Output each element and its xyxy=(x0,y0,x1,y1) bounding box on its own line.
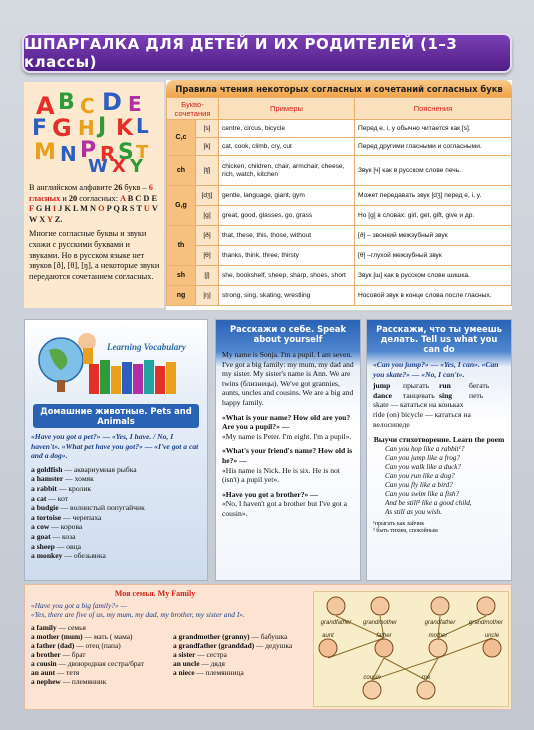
verb-english: sing xyxy=(439,390,453,400)
list-item: a sister — сестра xyxy=(173,650,227,659)
word-russian: коза xyxy=(62,531,76,541)
footnote: ² быть тихим, спокойным xyxy=(373,527,438,534)
answer: «No, I haven't got a brother but I've got a cousin». xyxy=(222,499,348,518)
list-item: a nephew — племянник xyxy=(31,677,107,686)
row-note: Звук [ш] как в русском слове шишка. xyxy=(355,266,512,286)
learning-vocabulary-badge: Learning Vocabulary xyxy=(107,342,186,352)
family-dialog-2: «Yes, there are five of us, my mum, my dad, my brother, my sister and I». xyxy=(31,610,245,619)
row-letters: sh xyxy=(167,266,196,286)
word-english: an uncle xyxy=(173,659,200,668)
family-panel xyxy=(24,584,512,710)
list-item: a niece — племянница xyxy=(173,668,244,677)
person-face-icon xyxy=(363,681,381,699)
table-row xyxy=(167,156,512,186)
family-title: Моя семья. My Family xyxy=(114,589,196,598)
reading-rules-table xyxy=(166,97,512,306)
row-letters: th xyxy=(167,226,196,266)
word-russian: дядя xyxy=(210,659,225,668)
row-sound: [θ] xyxy=(196,246,219,266)
book-red-2 xyxy=(155,366,165,394)
row-note: Перед e, i, y обычно читается как [s]. xyxy=(355,120,512,138)
question: «What's your friend's name? How old is he?» — xyxy=(222,446,353,465)
word-russian: волнистый попугайчик xyxy=(70,503,145,513)
row-letters: G,g xyxy=(167,186,196,226)
tree-label: aunt xyxy=(322,633,334,639)
word-english: a hamster xyxy=(31,474,64,484)
tree-link xyxy=(384,658,426,680)
word-english: a tortoise xyxy=(31,512,62,522)
family-tree-illustration xyxy=(313,591,509,707)
list-item: a grandfather (granddad) — дедушка xyxy=(173,641,293,650)
word-russian: обезьянка xyxy=(73,551,106,561)
about-panel xyxy=(215,319,361,581)
row-examples: great, good, glasses, go, grass xyxy=(219,206,355,226)
poem-line: Can you walk like a duck? xyxy=(385,462,462,471)
person-face-icon xyxy=(431,597,449,615)
book-red xyxy=(89,364,99,394)
word-russian: мать ( мама) xyxy=(93,632,133,641)
list-item: a budgie — волнистый попугайчик xyxy=(31,503,145,513)
word-english: a grandmother (granny) xyxy=(173,632,250,641)
cando-body xyxy=(367,360,511,535)
alphabet-intro-p2: Многие согласные буквы и звуки схожи с русскими буквами и звуками. Но в русском языке нет звуков [ð], [θ], [ŋ], а некоторые звуки передаются сочетанием согласных. xyxy=(29,229,160,281)
cando-verb-list xyxy=(373,381,505,429)
word-russian: племянница xyxy=(205,668,244,677)
list-item: a family — семья xyxy=(31,623,86,632)
word-russian: корова xyxy=(60,522,83,532)
person-face-icon xyxy=(429,639,447,657)
book-purple xyxy=(133,364,143,394)
word-russian: семья xyxy=(67,623,86,632)
person-face-icon xyxy=(417,681,435,699)
word-english: a goldfish xyxy=(31,464,63,474)
word-russian: дедушка xyxy=(265,641,293,650)
alphabet-panel xyxy=(24,82,164,308)
book-yellow-2 xyxy=(166,362,176,394)
cando-panel xyxy=(366,319,512,581)
word-english: a niece xyxy=(173,668,195,677)
book-yellow xyxy=(111,366,121,394)
row-sound: [ð] xyxy=(196,226,219,246)
row-examples: thanks, think, three, thirsty xyxy=(219,246,355,266)
about-text: My name is Sonja. I'm a pupil. I am seven. I've got a big family: my mum, my dad and my sister. My sister's name is Ann. We are twins (близнецы). We've got grannies, aunts, uncles and cousins. We are a big and happy family. xyxy=(222,350,354,407)
row-note: Но [g] в словах: girl, get, gift, give и др. xyxy=(355,206,512,226)
verb-russian: бегать xyxy=(469,381,490,391)
row-note: [θ] –глухой межзубный звук xyxy=(355,246,512,266)
word-english: a budgie xyxy=(31,503,59,513)
table-row xyxy=(167,226,512,246)
tree-label: mother xyxy=(428,633,448,639)
list-item: a father (dad) — отец (папа) xyxy=(31,641,121,650)
row-note: [ð] – звонкий межзубный звук xyxy=(355,226,512,246)
table-row xyxy=(167,286,512,306)
tree-label: grandmother xyxy=(362,620,398,626)
cando-title: Расскажи, что ты умеешь делать. Tell us what you can do xyxy=(376,324,502,354)
row-sound: [g] xyxy=(196,206,219,226)
alphabet-intro xyxy=(29,183,161,286)
list-item xyxy=(373,391,505,401)
row-examples: she, bookshelf, sheep, sharp, shoes, short xyxy=(219,266,355,286)
verb-russian: танцевать xyxy=(403,390,435,400)
word-english: a monkey xyxy=(31,551,63,561)
question: «What is your name? How old are you? Are you a pupil?» — xyxy=(222,412,351,432)
list-item: a monkey — обезьянка xyxy=(31,551,106,561)
col-letters: Букво-сочетания xyxy=(167,98,219,120)
poem-line: Can you run like a dog? xyxy=(385,471,455,480)
verb-russian: петь xyxy=(469,390,484,400)
poem-title: Выучи стихотворение. Learn the poem xyxy=(373,435,505,445)
word-english: a sister xyxy=(173,650,196,659)
word-russian: кролик xyxy=(68,483,92,493)
poem-line: Can you hop like a rabbit¹? xyxy=(385,444,465,453)
table-row xyxy=(167,266,512,286)
table-row xyxy=(167,138,512,156)
row-sound: [tʃ] xyxy=(196,156,219,186)
tree-label: me xyxy=(421,675,431,681)
verb-russian: прыгать xyxy=(403,381,430,391)
person-face-icon xyxy=(319,639,337,657)
tree-label: cousin xyxy=(363,675,381,681)
family-words-right xyxy=(173,632,313,677)
person-face-icon xyxy=(327,597,345,615)
cando-dialog: «Can you jump?» — «Yes, I can». «Can you skate?» — «No, I can't». xyxy=(373,360,499,379)
row-note: Звук [ч] как в русском слове печь. xyxy=(355,156,512,186)
word-english: a family xyxy=(31,623,57,632)
word-english: a nephew xyxy=(31,677,61,686)
tree-label: father xyxy=(376,633,392,639)
list-item: a cow — корова xyxy=(31,522,83,532)
table-row xyxy=(167,246,512,266)
reading-rules-title: Правила чтения некоторых согласных и сочетаний согласных букв xyxy=(166,80,512,97)
books-illustration xyxy=(25,320,209,402)
poem-line: Can you fly like a bird? xyxy=(385,480,453,489)
table-row xyxy=(167,206,512,226)
row-sound: [ŋ] xyxy=(196,286,219,306)
about-body xyxy=(216,350,360,519)
family-dialog-1: «Have you got a big family?» — xyxy=(31,601,128,610)
alphabet-letters-image: A B C D E F G H J K L M N P R S T W X Y xyxy=(32,88,149,177)
question: «Have you got a brother?» — xyxy=(222,489,318,499)
pets-panel xyxy=(24,319,208,581)
word-english: a sheep xyxy=(31,541,55,551)
word-russian: сестра xyxy=(206,650,227,659)
row-sound: [ʃ] xyxy=(196,266,219,286)
list-item: a rabbit — кролик xyxy=(31,483,92,493)
row-note: Носовой звук в конце слова после гласных. xyxy=(355,286,512,306)
list-item: a grandmother (granny) — бабушка xyxy=(173,632,288,641)
reading-rules xyxy=(166,80,512,310)
poem-footnotes xyxy=(373,521,505,535)
person-face-icon xyxy=(371,597,389,615)
globe-stand xyxy=(57,380,65,392)
poem-line: Can you swim like a fish? xyxy=(385,489,460,498)
row-sound: [dʒ] xyxy=(196,186,219,206)
word-russian: брат xyxy=(71,650,86,659)
list-item: a sheep — овца xyxy=(31,541,82,551)
about-title: Расскажи о себе. Speak about yourself xyxy=(229,324,347,344)
poem-line: As still as you wish. xyxy=(385,507,442,516)
answer: «His name is Nick. He is six. He is not (isn't) a pupil yet». xyxy=(222,465,340,485)
word-russian: аквариумная рыбка xyxy=(73,464,137,474)
row-sound: [k] xyxy=(196,138,219,156)
word-english: a cousin xyxy=(31,659,57,668)
table-row xyxy=(167,120,512,138)
row-examples: cat, cook, climb, cry, cut xyxy=(219,138,355,156)
poem-line: Can you jump like a frog? xyxy=(385,453,460,462)
word-english: a mother (mum) xyxy=(31,632,83,641)
list-item: a tortoise — черепаха xyxy=(31,512,102,522)
list-item: a cat — кот xyxy=(31,493,69,503)
word-russian: двоюродная сестра/брат xyxy=(67,659,144,668)
list-item: ride (on) bicycle — кататься на велосипеде xyxy=(373,409,471,429)
about-qa-list xyxy=(222,413,354,519)
person-face-icon xyxy=(477,597,495,615)
word-russian: хомяк xyxy=(74,474,94,484)
tree-label: grandfather xyxy=(424,620,456,626)
word-russian: овца xyxy=(66,541,82,551)
word-english: a rabbit xyxy=(31,483,57,493)
poem-line: And be still² like a good child, xyxy=(385,498,472,507)
word-russian: тетя xyxy=(66,668,80,677)
book-teal xyxy=(144,360,154,394)
list-item: a hamster — хомяк xyxy=(31,474,94,484)
row-letters: ng xyxy=(167,286,196,306)
family-tree-svg xyxy=(314,592,510,708)
verb-english: dance xyxy=(373,390,392,400)
tree-label: uncle xyxy=(484,633,500,639)
row-sound: [s] xyxy=(196,120,219,138)
list-item: a brother — брат xyxy=(31,650,86,659)
person-face-icon xyxy=(375,639,393,657)
row-letters: ch xyxy=(167,156,196,186)
verb-english: run xyxy=(439,381,451,391)
list-item: a goat — коза xyxy=(31,531,76,541)
word-english: an aunt xyxy=(31,668,56,677)
list-item: an uncle — дядя xyxy=(173,659,225,668)
list-item: a goldfish — аквариумная рыбка xyxy=(31,464,137,474)
word-english: a brother xyxy=(31,650,61,659)
pets-dialog: «Have you got a pet?» — «Yes, I have. / No, I haven't». «What pet have you got?» — «I've got a cat and a dog». xyxy=(31,432,199,461)
col-examples: Примеры xyxy=(219,98,355,120)
alphabet-intro-p1: В английском алфавите 26 букв – 6 гласных и 20 согласных: A B C D E F G H I J K L M N O P Q R S T U V W X Y Z. xyxy=(29,183,158,224)
row-examples: gentle, language, giant, gym xyxy=(219,186,355,206)
list-item: a mother (mum) — мать ( мама) xyxy=(31,632,133,641)
word-russian: бабушка xyxy=(260,632,288,641)
list-item: a cousin — двоюродная сестра/брат xyxy=(31,659,144,668)
list-item: an aunt — тетя xyxy=(31,668,80,677)
book-blue xyxy=(122,362,132,394)
word-russian: черепаха xyxy=(72,512,102,522)
poem-lines xyxy=(373,445,505,517)
word-russian: племянник xyxy=(71,677,107,686)
footnote: ¹прыгать как зайчик xyxy=(373,520,425,527)
word-english: a cow xyxy=(31,522,50,532)
word-russian: отец (папа) xyxy=(85,641,121,650)
col-notes: Пояснения xyxy=(355,98,512,120)
page-title: ШПАРГАЛКА ДЛЯ ДЕТЕЙ И ИХ РОДИТЕЛЕЙ (1–3 классы) xyxy=(22,33,512,73)
row-examples: that, these, this, those, without xyxy=(219,226,355,246)
row-letters: C,c xyxy=(167,120,196,156)
book-green xyxy=(100,360,110,394)
verb-english: jump xyxy=(373,381,391,391)
pets-title: Домашние животные. Pets and Animals xyxy=(33,404,199,428)
word-english: a cat xyxy=(31,493,47,503)
person-face-icon xyxy=(483,639,501,657)
table-row xyxy=(167,186,512,206)
answer: «My name is Peter. I'm eight. I'm a pupil». xyxy=(222,431,352,441)
tree-label: grandfather xyxy=(320,620,352,626)
pets-word-list xyxy=(31,465,201,561)
row-examples: centre, circus, bicycle xyxy=(219,120,355,138)
row-note: Перед другими гласными и согласными. xyxy=(355,138,512,156)
row-examples: strong, sing, skating, wrestling xyxy=(219,286,355,306)
word-english: a goat xyxy=(31,531,51,541)
row-note: Может передавать звук [dʒ] перед e, i, y. xyxy=(355,186,512,206)
child-body xyxy=(83,348,93,364)
tree-label: grandmother xyxy=(468,620,504,626)
list-item: skate — кататься на коньках xyxy=(373,400,464,410)
list-item xyxy=(373,381,505,391)
pets-body xyxy=(25,432,207,561)
family-words-left xyxy=(31,623,171,686)
word-english: a grandfather (granddad) xyxy=(173,641,255,650)
word-russian: кот xyxy=(57,493,69,503)
row-examples: chicken, children, chair, armchair, cheese, rich, watch, kitchen xyxy=(219,156,355,186)
word-english: a father (dad) xyxy=(31,641,75,650)
